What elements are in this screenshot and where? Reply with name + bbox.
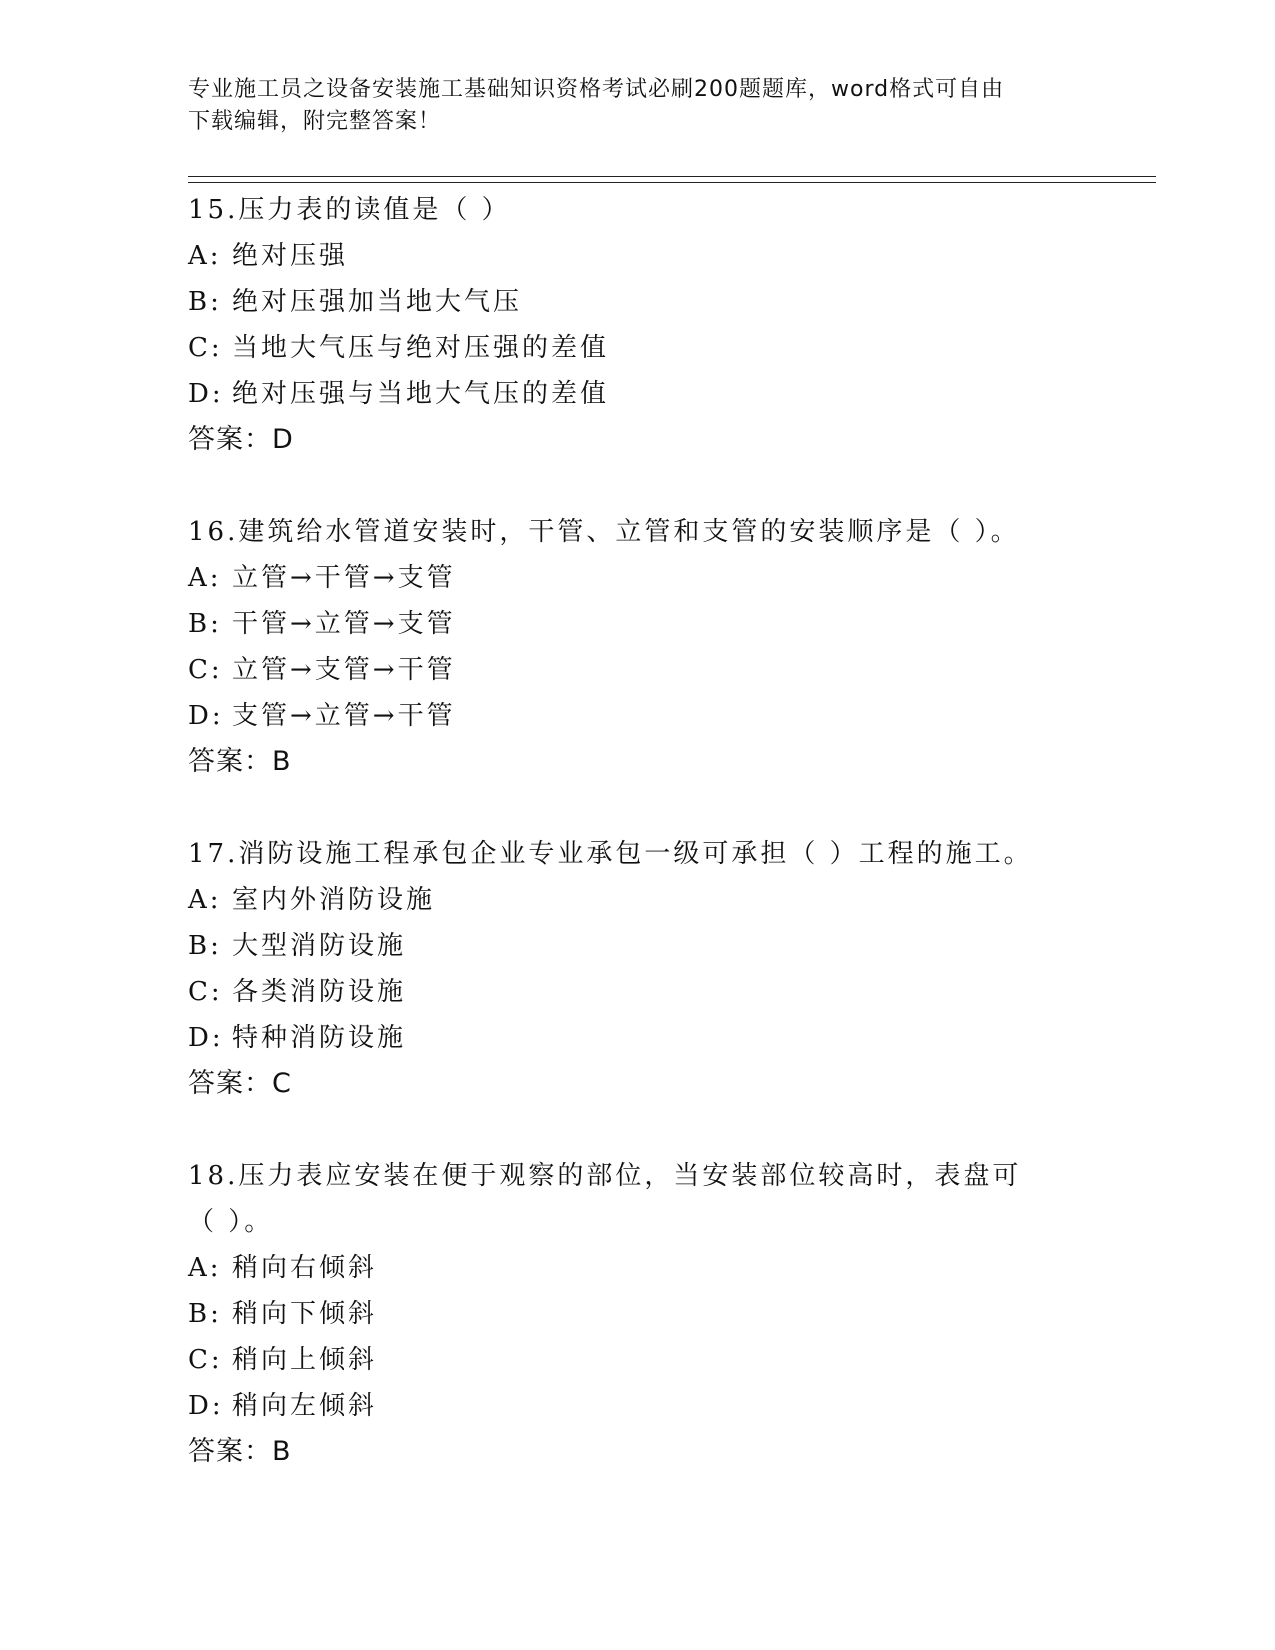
option-text: 各类消防设施 (232, 977, 407, 1007)
option-text: 稍向右倾斜 (232, 1253, 378, 1283)
option-text: 绝对压强加当地大气压 (232, 287, 523, 317)
header-line-1: 专业施工员之设备安装施工基础知识资格考试必刷200题题库，word格式可自由 (188, 77, 1005, 102)
option-d (188, 1383, 1088, 1429)
answer-line: 答案：B (188, 746, 292, 777)
option-letter: C: (188, 977, 223, 1007)
option-letter: C: (188, 1345, 223, 1375)
header-divider-bottom (188, 182, 1156, 183)
option-text: 立管→支管→干管 (232, 655, 456, 685)
option-c (188, 1337, 1088, 1383)
question-block (188, 1153, 1088, 1475)
option-c (188, 647, 1088, 693)
answer-line: 答案：D (188, 424, 294, 455)
option-text: 绝对压强与当地大气压的差值 (232, 379, 610, 409)
option-letter: C: (188, 333, 223, 363)
option-text: 当地大气压与绝对压强的差值 (232, 333, 610, 363)
option-d (188, 1015, 1088, 1061)
question-text: 17.消防设施工程承包企业专业承包一级可承担（ ）工程的施工。 (188, 839, 1033, 869)
option-c (188, 325, 1088, 371)
answer-line: 答案：B (188, 1436, 292, 1467)
option-a (188, 233, 1088, 279)
option-d (188, 371, 1088, 417)
question-list (188, 187, 1088, 1521)
option-letter: A: (188, 241, 222, 271)
question-block (188, 509, 1088, 785)
question-block (188, 831, 1088, 1107)
option-b (188, 279, 1088, 325)
option-a (188, 555, 1088, 601)
option-a (188, 1245, 1088, 1291)
option-letter: A: (188, 563, 222, 593)
option-letter: C: (188, 655, 223, 685)
option-text: 稍向左倾斜 (232, 1391, 378, 1421)
option-letter: B: (188, 609, 222, 639)
option-text: 立管→干管→支管 (232, 563, 456, 593)
option-text: 干管→立管→支管 (232, 609, 456, 639)
option-b (188, 923, 1088, 969)
option-text: 稍向下倾斜 (232, 1299, 378, 1329)
option-b (188, 1291, 1088, 1337)
option-letter: B: (188, 287, 222, 317)
option-text: 大型消防设施 (232, 931, 407, 961)
option-letter: D: (188, 379, 224, 409)
option-letter: D: (188, 1391, 224, 1421)
question-text: 18.压力表应安装在便于观察的部位，当安装部位较高时，表盘可（ ）。 (188, 1161, 1022, 1237)
option-text: 特种消防设施 (232, 1023, 407, 1053)
option-letter: A: (188, 1253, 222, 1283)
option-text: 室内外消防设施 (232, 885, 436, 915)
option-d (188, 693, 1088, 739)
option-text: 稍向上倾斜 (232, 1345, 378, 1375)
option-a (188, 877, 1088, 923)
option-letter: B: (188, 1299, 222, 1329)
option-text: 绝对压强 (232, 241, 349, 271)
header-line-2: 下载编辑，附完整答案！ (188, 109, 442, 134)
option-c (188, 969, 1088, 1015)
option-b (188, 601, 1088, 647)
header-divider-top (188, 176, 1156, 177)
option-letter: B: (188, 931, 222, 961)
option-letter: D: (188, 701, 224, 731)
question-text: 15.压力表的读值是（ ） (188, 195, 511, 225)
option-text: 支管→立管→干管 (232, 701, 456, 731)
option-letter: D: (188, 1023, 224, 1053)
question-block (188, 187, 1088, 463)
answer-line: 答案：C (188, 1068, 292, 1099)
question-text: 16.建筑给水管道安装时，干管、立管和支管的安装顺序是（ ）。 (188, 517, 1020, 547)
document-header (188, 74, 1068, 138)
option-letter: A: (188, 885, 222, 915)
